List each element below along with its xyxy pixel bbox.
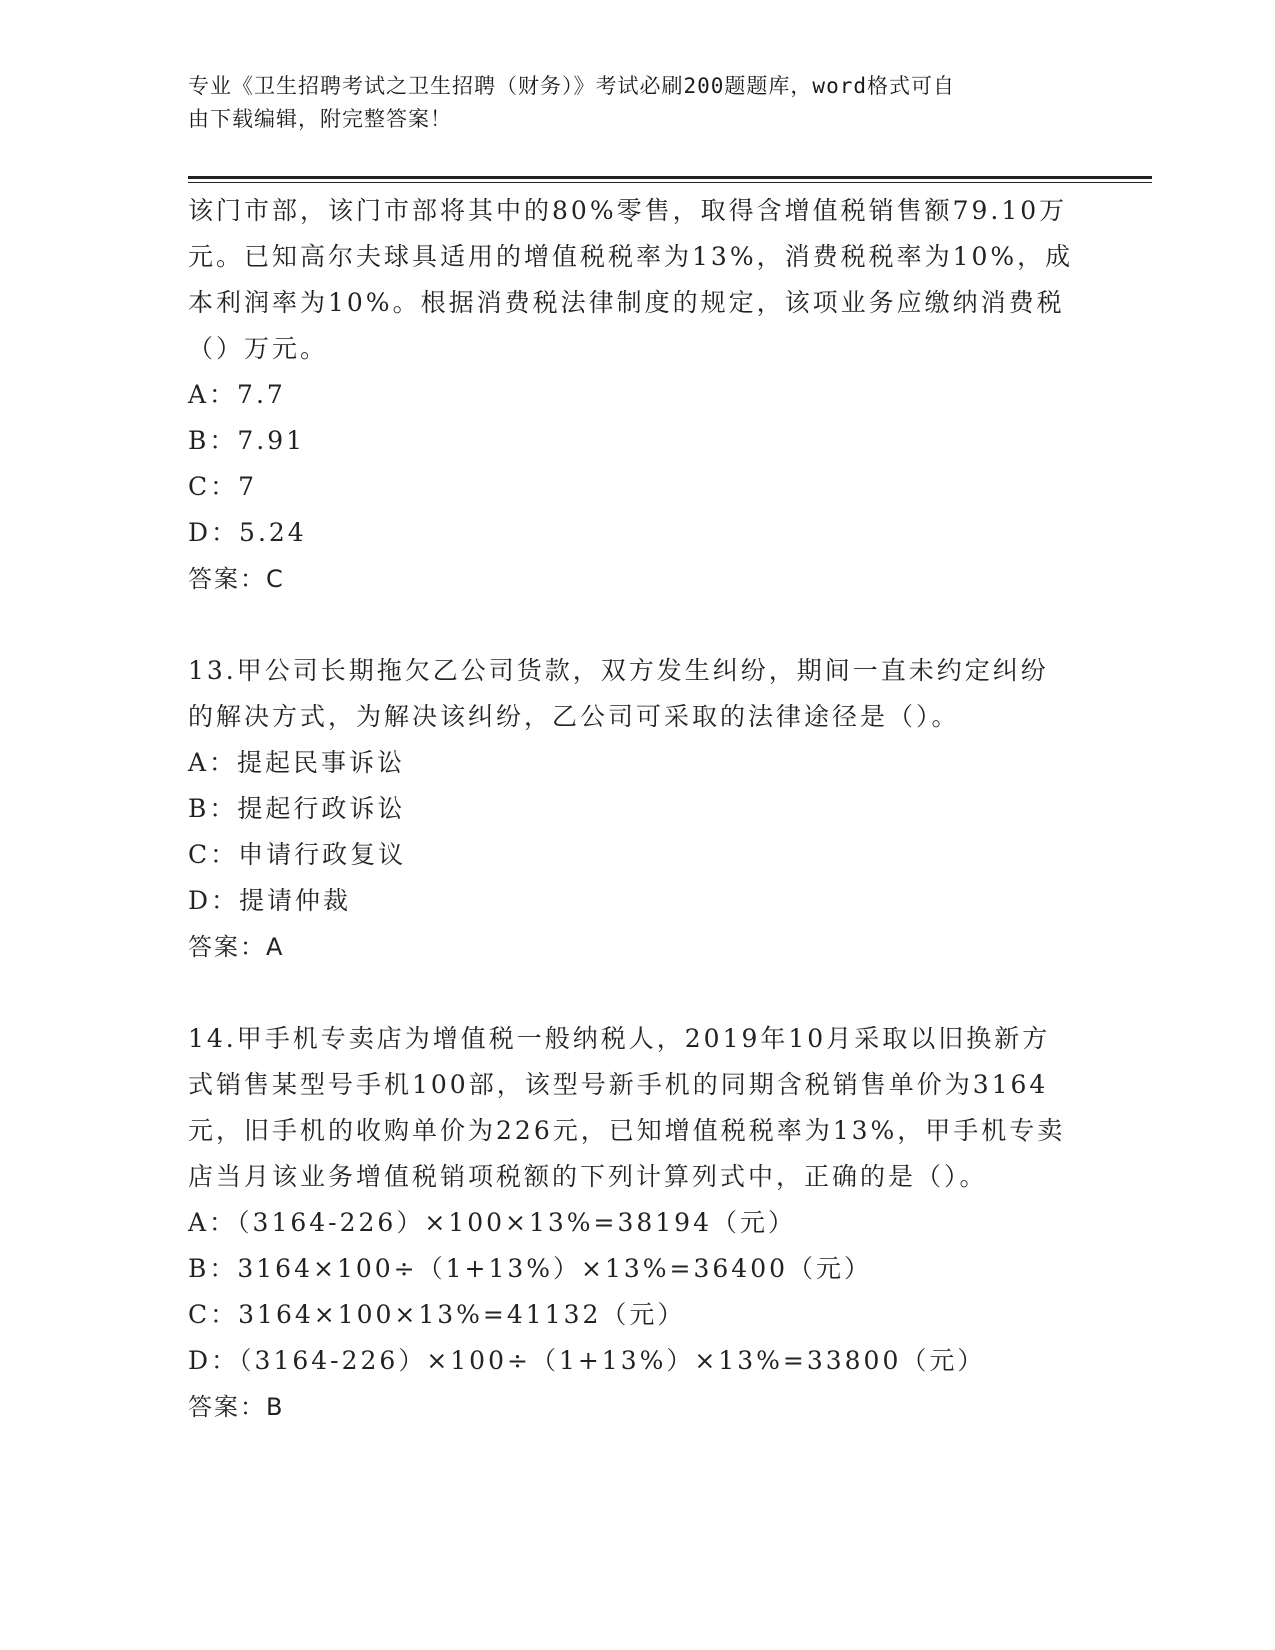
question-text-line: 店当月该业务增值税销项税额的下列计算列式中，正确的是（）。 (188, 1162, 988, 1191)
question-text-line: 13.甲公司长期拖欠乙公司货款，双方发生纠纷，期间一直未约定纠纷 (188, 656, 1049, 685)
option-c: C：7 (188, 472, 258, 501)
answer-label: 答案：B (188, 1393, 285, 1421)
option-a: A：提起民事诉讼 (188, 748, 406, 777)
header-divider-thick (188, 176, 1152, 179)
option-d: D：5.24 (188, 518, 307, 547)
option-a: A：7.7 (188, 380, 286, 409)
option-b: B：提起行政诉讼 (188, 794, 406, 823)
document-header (188, 70, 1088, 136)
option-b: B：7.91 (188, 426, 306, 455)
question-text-line: 该门市部，该门市部将其中的80%零售，取得含增值税销售额79.10万 (188, 196, 1068, 225)
option-d: D：（3164-226）×100÷（1+13%）×13%=33800（元） (188, 1346, 986, 1375)
option-b: B：3164×100÷（1+13%）×13%=36400（元） (188, 1254, 873, 1283)
question-text-line: （）万元。 (188, 334, 329, 363)
option-c: C：申请行政复议 (188, 840, 407, 869)
question-text-line: 式销售某型号手机100部，该型号新手机的同期含税销售单价为3164 (188, 1070, 1049, 1099)
header-divider-thin (188, 182, 1152, 183)
question-text-line: 元，旧手机的收购单价为226元，已知增值税税率为13%，甲手机专卖 (188, 1116, 1066, 1145)
question-text-line: 14.甲手机专卖店为增值税一般纳税人，2019年10月采取以旧换新方 (188, 1024, 1051, 1053)
question-text-line: 的解决方式，为解决该纠纷，乙公司可采取的法律途径是（）。 (188, 702, 960, 731)
document-body (188, 188, 1088, 1430)
header-title-line-2: 由下载编辑，附完整答案！ (188, 107, 452, 131)
question-14 (188, 1016, 1088, 1430)
question-text-line: 本利润率为10%。根据消费税法律制度的规定，该项业务应缴纳消费税 (188, 288, 1065, 317)
question-12 (188, 188, 1088, 602)
section-spacer (188, 970, 1088, 1016)
option-c: C：3164×100×13%=41132（元） (188, 1300, 686, 1329)
option-d: D：提请仲裁 (188, 886, 352, 915)
header-title-line-1: 专业《卫生招聘考试之卫生招聘（财务）》考试必刷200题题库，word格式可自 (188, 74, 955, 98)
option-a: A：（3164-226）×100×13%=38194（元） (188, 1208, 796, 1237)
answer-label: 答案：C (188, 565, 285, 593)
question-text-line: 元。已知高尔夫球具适用的增值税税率为13%，消费税税率为10%，成 (188, 242, 1074, 271)
question-13 (188, 648, 1088, 970)
answer-label: 答案：A (188, 933, 285, 961)
section-spacer (188, 602, 1088, 648)
